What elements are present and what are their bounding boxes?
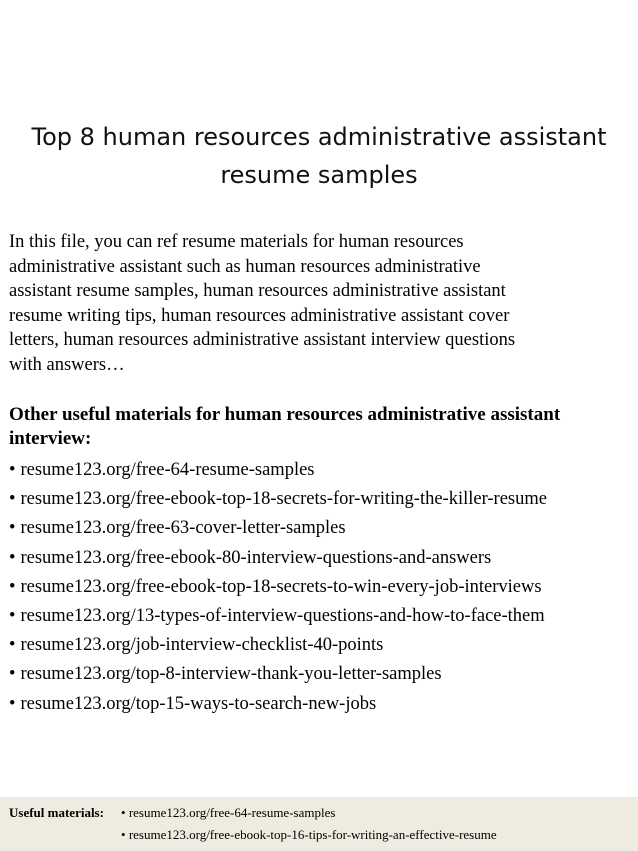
material-link[interactable]: resume123.org/top-8-interview-thank-you-letter-samples [20,664,442,685]
footer-link[interactable]: resume123.org/free-64-resume-samples [128,805,336,820]
footer-label-colon: : [99,805,104,820]
material-link[interactable]: resume123.org/free-63-cover-letter-samples [20,518,346,539]
list-item [9,456,637,485]
material-link[interactable]: resume123.org/13-types-of-interview-questions-and-how-to-face-them [20,605,545,626]
footer-link[interactable]: resume123.org/free-ebook-top-16-tips-for-writing-an-effective-resume [128,827,497,842]
bullet: • [9,518,16,539]
page-title [0,118,638,194]
footer-link-item [121,827,497,843]
material-link[interactable]: resume123.org/top-15-ways-to-search-new-jobs [20,693,377,714]
footer-link-item [121,805,335,821]
bullet: • [121,827,126,842]
intro-line: with answers… [9,354,125,375]
list-item [9,485,637,514]
bullet: • [9,460,16,480]
intro-line: letters, human resources administrative assistant interview questions [9,330,516,350]
intro-line: In this file, you can ref resume materials for human resources [9,232,464,252]
list-item [9,544,637,573]
bullet: • [9,635,16,656]
list-item [9,573,637,602]
material-link[interactable]: resume123.org/free-ebook-top-18-secrets-for-writing-the-killer-resume [20,489,547,510]
bullet: • [9,489,16,510]
intro-line: administrative assistant such as human resources administrative [9,256,481,277]
list-item [9,660,637,689]
bullet: • [121,805,126,820]
materials-link-list [9,456,637,719]
material-link[interactable]: resume123.org/free-ebook-80-interview-questions-and-answers [20,547,492,568]
list-item [9,514,637,543]
list-item [9,602,637,631]
other-materials-heading-line-1: Other useful materials for human resources administrative assistant [9,404,561,425]
bullet: • [9,547,16,568]
list-item [9,690,637,719]
footer-label [9,805,104,821]
material-link[interactable]: resume123.org/free-ebook-top-18-secrets-to-win-every-job-interviews [20,576,542,597]
material-link[interactable]: resume123.org/free-64-resume-samples [20,460,315,480]
intro-line: resume writing tips, human resources administrative assistant cover [9,305,510,326]
page-title-line-1: Top 8 human resources administrative assistant [31,123,607,151]
intro-paragraph [9,230,631,377]
bullet: • [9,576,16,597]
intro-line: assistant resume samples, human resources administrative assistant [9,281,506,301]
page-title-line-2: resume samples [220,161,418,189]
useful-materials-footer [0,797,638,851]
other-materials-heading [9,403,634,451]
list-item [9,631,637,660]
other-materials-heading-line-2: interview: [9,428,92,449]
bullet: • [9,693,16,714]
bullet: • [9,664,16,685]
footer-label-text: Useful materials [9,805,100,820]
material-link[interactable]: resume123.org/job-interview-checklist-40-points [20,635,384,656]
bullet: • [9,605,16,626]
